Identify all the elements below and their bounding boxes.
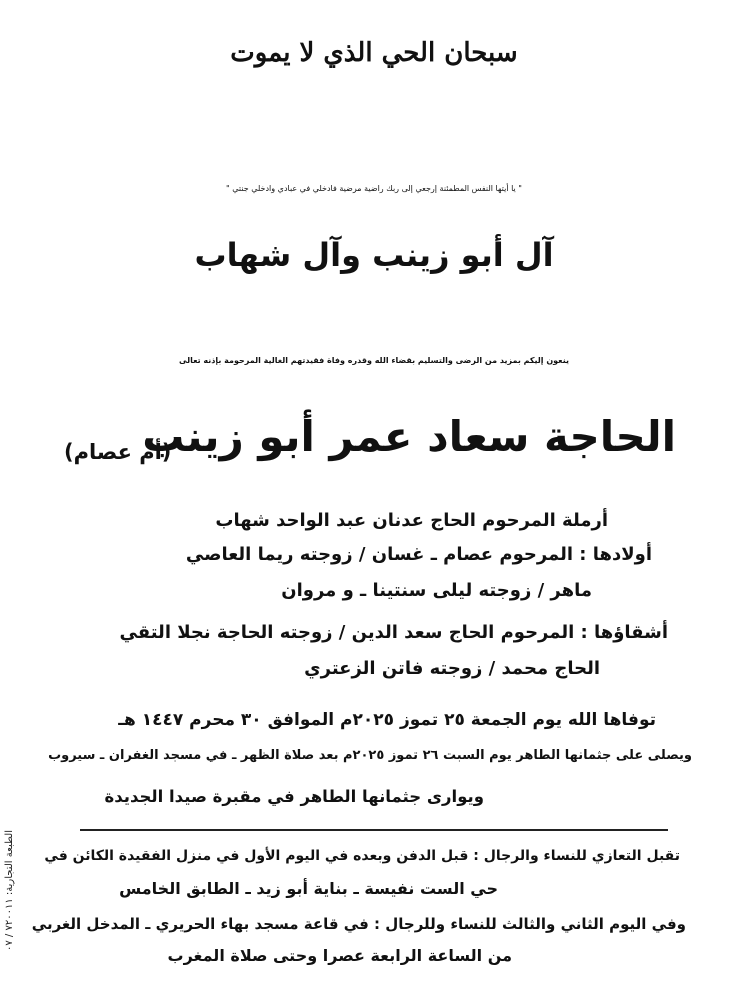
sons-line-2: ماهر / زوجته ليلى سنتينا ـ و مروان <box>281 580 592 601</box>
death-date-line: توفاها الله يوم الجمعة ٢٥ تموز ٢٠٢٥م الموافق ٣٠ محرم ١٤٤٧ هـ <box>118 710 656 730</box>
funeral-prayer-line: ويصلى على جثمانها الطاهر يوم السبت ٢٦ تموز ٢٠٢٥م بعد صلاة الظهر ـ في مسجد الغفران ـ سيروب <box>48 748 692 763</box>
family-names: آل أبو زينب وآل شهاب <box>194 236 554 274</box>
deceased-name: الحاجة سعاد عمر أبو زينب <box>142 412 676 461</box>
condolences-line-3: وفي اليوم الثاني والثالث للنساء وللرجال : في قاعة مسجد بهاء الحريري ـ المدخل الغربي <box>31 915 686 933</box>
condolences-line-2: حي الست نفيسة ـ بناية أبو زيد ـ الطابق الخامس <box>119 879 498 898</box>
condolences-line-4: من الساعة الرابعة عصرا وحتى صلاة المغرب <box>167 946 512 965</box>
section-divider <box>80 829 668 831</box>
calligraphy-heading: سبحان الحي الذي لا يموت <box>230 38 518 68</box>
brothers-line-1: أشقاؤها : المرحوم الحاج سعد الدين / زوجته الحاجة نجلا التقي <box>119 622 668 643</box>
sons-line-1: أولادها : المرحوم عصام ـ غسان / زوجته ريما العاصي <box>185 544 652 565</box>
condolences-line-1: تقبل التعازي للنساء والرجال : قبل الدفن وبعده في اليوم الأول في منزل الفقيدة الكائن في <box>44 848 680 864</box>
widow-line: أرملة المرحوم الحاج عدنان عبد الواحد شهاب <box>215 510 608 531</box>
burial-line: ويوارى جثمانها الطاهر في مقبرة صيدا الجديدة <box>104 787 484 806</box>
announcement-text: ينعون إليكم بمزيد من الرضى والتسليم بقضاء الله وقدره وفاة فقيدتهم الغالية المرحومة بإذنه تعالى <box>179 356 569 365</box>
print-stamp: الطبعة التجارية: ٧٢٠٠١١ / ٠٧ <box>4 830 15 951</box>
quran-verse: " يا أيتها النفس المطمئنة إرجعي إلى ربك راضية مرضية فادخلي في عبادي وادخلي جنتي " <box>226 184 522 193</box>
deceased-nickname: (أم عصام) <box>64 440 172 464</box>
brothers-line-2: الحاج محمد / زوجته فاتن الزعتري <box>304 658 600 679</box>
